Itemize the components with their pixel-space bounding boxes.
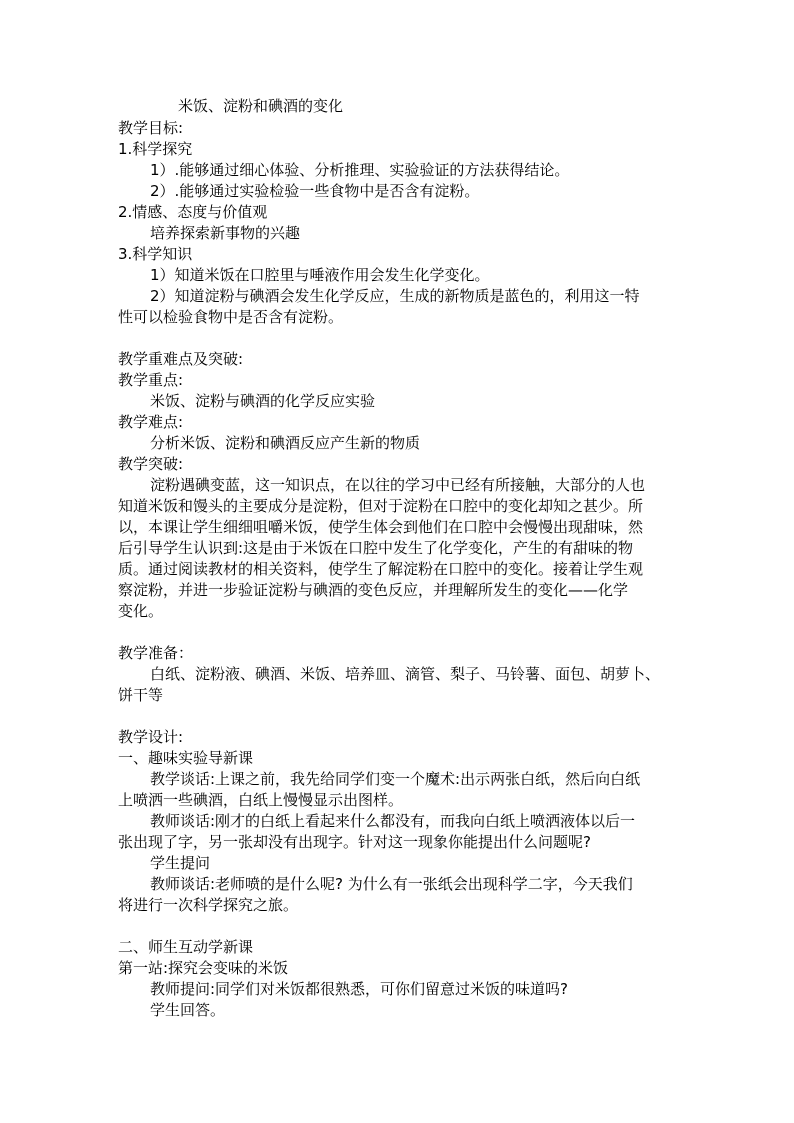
goals-section-2: 2.情感、态度与价值观 bbox=[118, 203, 268, 221]
breakthrough-line: 质。通过阅读教材的相关资料，使学生了解淀粉在口腔中的变化。接着让学生观 bbox=[118, 560, 644, 578]
hard-points-text: 分析米饭、淀粉和碘酒反应产生新的物质 bbox=[150, 434, 421, 452]
document-title: 米饭、淀粉和碘酒的变化 bbox=[178, 97, 344, 115]
goals-s1-item-1: 1）.能够通过细心体验、分析推理、实验验证的方法获得结论。 bbox=[150, 161, 570, 179]
design-paragraph-line: 教师提问:同学们对米饭都很熟悉，可你们留意过米饭的味道吗? bbox=[150, 980, 569, 998]
goals-heading: 教学目标: bbox=[118, 119, 184, 137]
breakthrough-line: 变化。 bbox=[118, 602, 164, 620]
design-paragraph-line: 教学谈话:上课之前，我先给同学们变一个魔术:出示两张白纸，然后向白纸 bbox=[150, 770, 641, 788]
difficulty-heading: 教学重难点及突破: bbox=[118, 350, 244, 368]
design-paragraph-line: 上喷洒一些碘酒，白纸上慢慢显示出图样。 bbox=[118, 791, 404, 809]
hard-points-heading: 教学难点: bbox=[118, 413, 184, 431]
prep-materials-line-2: 饼干等 bbox=[118, 686, 164, 704]
breakthrough-heading: 教学突破: bbox=[118, 455, 184, 473]
breakthrough-line: 察淀粉，并进一步验证淀粉与碘酒的变色反应，并理解所发生的变化——化学 bbox=[118, 581, 629, 599]
goals-section-1: 1.科学探究 bbox=[118, 140, 193, 158]
goals-s1-item-2: 2）.能够通过实验检验一些食物中是否含有淀粉。 bbox=[150, 182, 480, 200]
goals-s3-item-1: 1）知道米饭在口腔里与唾液作用会发生化学变化。 bbox=[150, 266, 490, 284]
goals-s2-item-1: 培养探索新事物的兴趣 bbox=[150, 224, 301, 242]
design-paragraph-line: 张出现了字，另一张却没有出现字。针对这一现象你能提出什么问题呢? bbox=[118, 833, 591, 851]
design-paragraph-line: 学生提问 bbox=[150, 854, 211, 872]
breakthrough-line: 知道米饭和馒头的主要成分是淀粉，但对于淀粉在口腔中的变化却知之甚少。所 bbox=[118, 497, 644, 515]
design-paragraph-line: 将进行一次科学探究之旅。 bbox=[118, 896, 299, 914]
key-points-heading: 教学重点: bbox=[118, 371, 184, 389]
design-paragraph-line: 教师谈话:老师喷的是什么呢? 为什么有一张纸会出现科学二字，今天我们 bbox=[150, 875, 633, 893]
station-1-heading: 第一站:探究会变味的米饭 bbox=[118, 959, 289, 977]
design-part-1-heading: 一、趣味实验导新课 bbox=[118, 749, 254, 767]
breakthrough-line: 后引导学生认识到:这是由于米饭在口腔中发生了化学变化，产生的有甜味的物 bbox=[118, 539, 634, 557]
design-paragraph-line: 学生回答。 bbox=[150, 1001, 226, 1019]
prep-materials-line-1: 白纸、淀粉液、碘酒、米饭、培养皿、滴管、梨子、马铃薯、面包、胡萝卜、 bbox=[150, 665, 661, 683]
breakthrough-line: 淀粉遇碘变蓝，这一知识点，在以往的学习中已经有所接触，大部分的人也 bbox=[150, 476, 646, 494]
breakthrough-line: 以，本课让学生细细咀嚼米饭，使学生体会到他们在口腔中会慢慢出现甜味，然 bbox=[118, 518, 644, 536]
design-part-2-heading: 二、师生互动学新课 bbox=[118, 938, 254, 956]
design-paragraph-line: 教师谈话:刚才的白纸上看起来什么都没有，而我向白纸上喷洒液体以后一 bbox=[150, 812, 636, 830]
prep-heading: 教学准备： bbox=[118, 644, 194, 662]
goals-s3-item-2: 2）知道淀粉与碘酒会发生化学反应，生成的新物质是蓝色的，利用这一特 bbox=[150, 287, 640, 305]
key-points-text: 米饭、淀粉与碘酒的化学反应实验 bbox=[150, 392, 376, 410]
goals-section-3: 3.科学知识 bbox=[118, 245, 193, 263]
design-heading: 教学设计: bbox=[118, 728, 184, 746]
goals-s3-item-2-cont: 性可以检验食物中是否含有淀粉。 bbox=[118, 308, 344, 326]
